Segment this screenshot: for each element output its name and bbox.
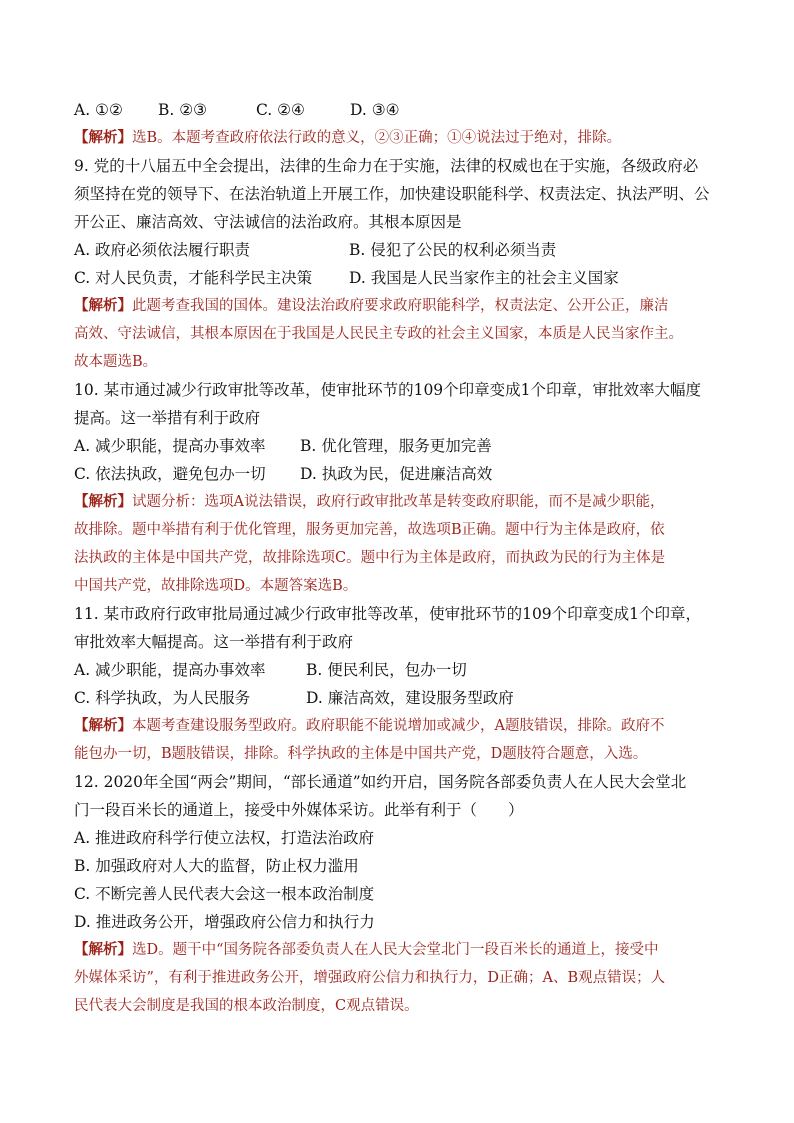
analysis-text: 选B。本题考查政府依法行政的意义，②③正确；①④说法过于绝对，排除。 [132, 130, 622, 146]
q9-option-b: B. 侵犯了公民的权利必须当责 [349, 241, 557, 259]
q11-option-b: B. 便民利民，包办一切 [306, 661, 467, 679]
q9-option-d: D. 我国是人民当家作主的社会主义国家 [349, 269, 619, 287]
q10-stem-line: 10. 某市通过减少行政审批等改革，使审批环节的109个印章变成1个印章，审批效率大幅度 [74, 381, 702, 399]
q9-analysis [74, 292, 724, 376]
q12-option-b: B. 加强政府对人大的监督，防止权力滥用 [74, 857, 359, 875]
analysis-text: 本题考查建设服务型政府。政府职能不能说增加或减少，A题肢错误，排除。政府不 [132, 718, 665, 734]
analysis-text: 高效、守法诚信，其根本原因在于我国是人民民主专政的社会主义国家，本质是人民当家作主。 [74, 326, 683, 342]
q8-options [74, 96, 724, 124]
analysis-text: 能包办一切，B题肢错误，排除。科学执政的主体是中国共产党，D题肢符合题意，入选。 [74, 746, 648, 762]
q9-option-a: A. 政府必须依法履行职责 [74, 241, 251, 259]
q8-option-c: C. ②④ [256, 101, 305, 119]
analysis-text: 法执政的主体是中国共产党，故排除选项C。题中行为主体是政府，而执政为民的行为主体是 [74, 550, 666, 566]
analysis-text: 外媒体采访”，有利于推进政务公开，增强政府公信力和执行力，D正确；A、B观点错误；人 [74, 970, 666, 986]
q9-stem [74, 152, 724, 236]
q10-option-b: B. 优化管理，服务更加完善 [300, 437, 492, 455]
q11-stem [74, 600, 724, 656]
q10-stem [74, 376, 724, 432]
analysis-tag: 【解析】 [74, 297, 132, 314]
analysis-text: 故排除。题中举措有利于优化管理，服务更加完善，故选项B正确。题中行为主体是政府，依 [74, 522, 665, 538]
q11-options-row-1 [74, 656, 724, 684]
analysis-text: 试题分析：选项A说法错误，政府行政审批改革是转变政府职能，而不是减少职能， [132, 494, 665, 510]
analysis-text: 中国共产党，故排除选项D。本题答案选B。 [74, 578, 358, 594]
analysis-tag: 【解析】 [74, 129, 132, 146]
q12-option-a: A. 推进政府科学行使立法权，打造法治政府 [74, 829, 375, 847]
q9-option-c: C. 对人民负责，才能科学民主决策 [74, 269, 313, 287]
q11-analysis [74, 712, 724, 768]
q10-options-row-2 [74, 460, 724, 488]
q11-options-row-2 [74, 684, 724, 712]
q11-stem-line: 审批效率大幅提高。这一举措有利于政府 [74, 633, 354, 651]
q11-option-a: A. 减少职能，提高办事效率 [74, 661, 266, 679]
q12-analysis [74, 936, 724, 1020]
q12-stem-line: 12. 2020年全国“两会”期间，“部长通道”如约开启，国务院各部委负责人在人民大会堂北 [74, 773, 687, 791]
q9-options-row-1 [74, 236, 724, 264]
q12-option-d: D. 推进政务公开，增强政府公信力和执行力 [74, 913, 375, 931]
analysis-text: 民代表大会制度是我国的根本政治制度，C观点错误。 [74, 998, 419, 1014]
analysis-text: 故本题选B。 [74, 354, 158, 370]
q12-option-c: C. 不断完善人民代表大会这一根本政治制度 [74, 885, 375, 903]
q9-options-row-2 [74, 264, 724, 292]
q8-option-a: A. ①② [74, 101, 123, 119]
q10-option-d: D. 执政为民，促进廉洁高效 [300, 465, 493, 483]
analysis-tag: 【解析】 [74, 941, 132, 958]
q10-analysis [74, 488, 724, 600]
q11-option-d: D. 廉洁高效，建设服务型政府 [306, 689, 514, 707]
q9-stem-line: 开公正、廉洁高效、守法诚信的法治政府。其根本原因是 [74, 213, 462, 231]
analysis-tag: 【解析】 [74, 717, 132, 734]
document-page [74, 96, 724, 1020]
q9-stem-line: 须坚持在党的领导下、在法治轨道上开展工作，加快建设职能科学、权责法定、执法严明、公 [74, 185, 710, 203]
q12-stem-line: 门一段百米长的通道上，接受中外媒体采访。此举有利于（ ） [74, 801, 524, 819]
q9-stem-line: 9. 党的十八届五中全会提出，法律的生命力在于实施，法律的权威也在于实施，各级政府必 [74, 157, 699, 175]
q8-analysis [74, 124, 724, 152]
analysis-text: 选D。题干中“国务院各部委负责人在人民大会堂北门一段百米长的通道上，接受中 [132, 942, 659, 958]
q12-stem [74, 768, 724, 824]
q8-option-d: D. ③④ [350, 101, 400, 119]
q10-option-c: C. 依法执政，避免包办一切 [74, 465, 266, 483]
q11-stem-line: 11. 某市政府行政审批局通过减少行政审批等改革，使审批环节的109个印章变成1个印章， [74, 605, 702, 623]
analysis-text: 此题考查我国的国体。建设法治政府要求政府职能科学，权责法定、公开公正，廉洁 [132, 298, 669, 314]
q10-stem-line: 提高。这一举措有利于政府 [74, 409, 261, 427]
q8-option-b: B. ②③ [158, 101, 208, 119]
q10-option-a: A. 减少职能，提高办事效率 [74, 437, 266, 455]
q10-options-row-1 [74, 432, 724, 460]
analysis-tag: 【解析】 [74, 493, 132, 510]
q11-option-c: C. 科学执政，为人民服务 [74, 689, 251, 707]
